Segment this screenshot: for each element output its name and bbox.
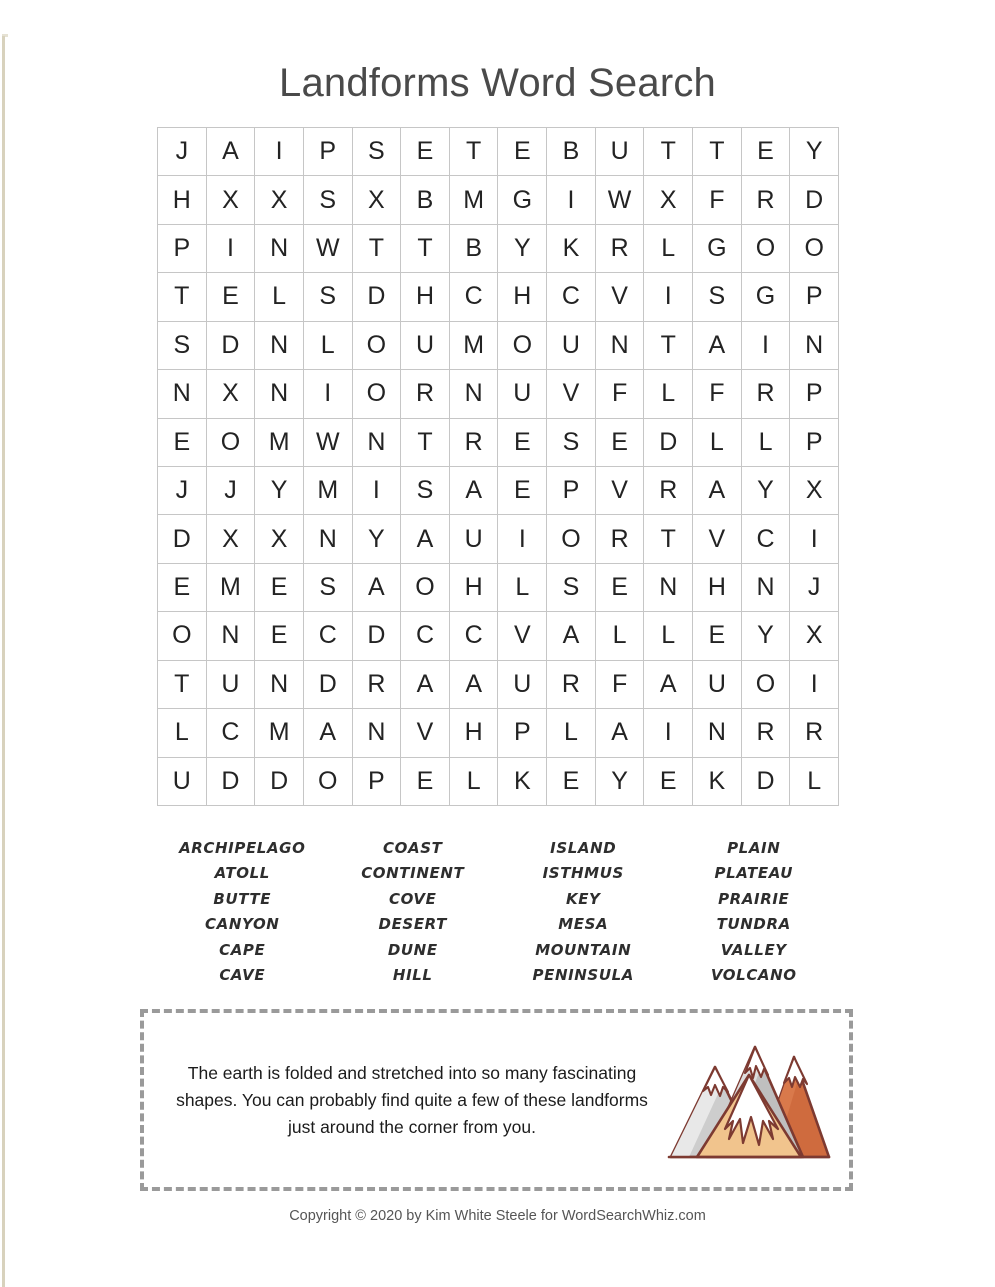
grid-cell[interactable]: T xyxy=(644,515,693,563)
grid-cell[interactable]: R xyxy=(742,709,791,757)
grid-cell[interactable]: X xyxy=(207,515,256,563)
grid-cell[interactable]: N xyxy=(353,709,402,757)
word-list-item[interactable]: ARCHIPELAGO xyxy=(179,839,306,857)
word-list-item[interactable]: CAVE xyxy=(219,966,266,985)
grid-cell[interactable]: C xyxy=(547,273,596,321)
grid-cell[interactable]: G xyxy=(498,176,547,224)
grid-cell[interactable]: I xyxy=(547,176,596,224)
grid-cell[interactable]: T xyxy=(401,225,450,273)
grid-cell[interactable]: X xyxy=(255,515,304,563)
grid-cell[interactable]: I xyxy=(498,515,547,563)
word-list-column xyxy=(157,836,328,988)
grid-cell[interactable]: Y xyxy=(742,612,791,660)
grid-cell[interactable]: H xyxy=(693,564,742,612)
grid-cell[interactable]: X xyxy=(207,176,256,224)
grid-cell[interactable]: C xyxy=(450,273,499,321)
grid-cell[interactable]: N xyxy=(693,709,742,757)
grid-cell[interactable]: W xyxy=(596,176,645,224)
grid-cell[interactable]: O xyxy=(790,225,839,273)
grid-cell[interactable]: P xyxy=(790,370,839,418)
grid-cell[interactable]: R xyxy=(450,419,499,467)
grid-cell[interactable]: N xyxy=(742,564,791,612)
word-list-item[interactable]: CONTINENT xyxy=(361,864,465,883)
grid-cell[interactable]: A xyxy=(304,709,353,757)
grid-cell[interactable]: F xyxy=(596,370,645,418)
grid-cell[interactable]: X xyxy=(790,467,839,515)
grid-cell[interactable]: I xyxy=(255,128,304,176)
grid-cell[interactable]: U xyxy=(158,758,207,806)
grid-cell[interactable]: A xyxy=(547,612,596,660)
grid-cell[interactable]: C xyxy=(742,515,791,563)
grid-cell[interactable]: A xyxy=(353,564,402,612)
grid-cell[interactable]: D xyxy=(255,758,304,806)
grid-cell[interactable]: L xyxy=(742,419,791,467)
grid-cell[interactable]: R xyxy=(401,370,450,418)
word-list-item[interactable]: PLAIN xyxy=(727,839,781,857)
word-list-item[interactable]: COVE xyxy=(389,889,437,908)
grid-cell[interactable]: L xyxy=(255,273,304,321)
grid-cell[interactable]: E xyxy=(596,564,645,612)
grid-cell[interactable]: U xyxy=(450,515,499,563)
grid-cell[interactable]: E xyxy=(498,419,547,467)
grid-cell[interactable]: X xyxy=(353,176,402,224)
grid-cell[interactable]: R xyxy=(742,176,791,224)
grid-cell[interactable]: I xyxy=(644,273,693,321)
grid-cell[interactable]: M xyxy=(255,709,304,757)
grid-cell[interactable]: L xyxy=(790,758,839,806)
grid-cell[interactable]: N xyxy=(644,564,693,612)
grid-cell[interactable]: D xyxy=(207,322,256,370)
grid-cell[interactable]: U xyxy=(207,661,256,709)
grid-cell[interactable]: U xyxy=(547,322,596,370)
grid-cell[interactable]: N xyxy=(255,370,304,418)
grid-cell[interactable]: S xyxy=(401,467,450,515)
word-list-item[interactable]: KEY xyxy=(565,889,601,908)
grid-cell[interactable]: T xyxy=(158,273,207,321)
page-title: Landforms Word Search xyxy=(279,60,716,105)
word-list-item[interactable]: HILL xyxy=(392,966,433,985)
grid-cell[interactable]: Y xyxy=(742,467,791,515)
word-list xyxy=(157,836,839,988)
grid-cell[interactable]: A xyxy=(450,661,499,709)
grid-cell[interactable]: J xyxy=(790,564,839,612)
grid-cell[interactable]: H xyxy=(450,564,499,612)
grid-cell[interactable]: E xyxy=(255,564,304,612)
grid-cell[interactable]: S xyxy=(304,564,353,612)
word-list-item[interactable]: PENINSULA xyxy=(532,966,634,985)
grid-cell[interactable]: R xyxy=(596,225,645,273)
word-list-item[interactable]: ATOLL xyxy=(214,864,270,883)
grid-cell[interactable]: E xyxy=(547,758,596,806)
grid-cell[interactable]: N xyxy=(450,370,499,418)
grid-cell[interactable]: K xyxy=(547,225,596,273)
grid-cell[interactable]: N xyxy=(790,322,839,370)
grid-cell[interactable]: L xyxy=(547,709,596,757)
grid-cell[interactable]: B xyxy=(547,128,596,176)
grid-cell[interactable]: G xyxy=(693,225,742,273)
grid-cell[interactable]: A xyxy=(693,322,742,370)
word-list-item[interactable]: MOUNTAIN xyxy=(535,940,632,959)
grid-cell[interactable]: T xyxy=(644,322,693,370)
grid-cell[interactable]: C xyxy=(207,709,256,757)
grid-cell[interactable]: P xyxy=(790,273,839,321)
grid-cell[interactable]: L xyxy=(450,758,499,806)
grid-cell[interactable]: G xyxy=(742,273,791,321)
grid-cell[interactable]: V xyxy=(498,612,547,660)
grid-cell[interactable]: I xyxy=(790,515,839,563)
grid-cell[interactable]: U xyxy=(498,661,547,709)
word-list-item[interactable]: VALLEY xyxy=(720,940,787,959)
grid-cell[interactable]: I xyxy=(790,661,839,709)
grid-cell[interactable]: L xyxy=(498,564,547,612)
grid-cell[interactable]: Y xyxy=(790,128,839,176)
grid-cell[interactable]: T xyxy=(644,128,693,176)
grid-cell[interactable]: E xyxy=(596,419,645,467)
grid-cell[interactable]: Y xyxy=(596,758,645,806)
grid-cell[interactable]: I xyxy=(207,225,256,273)
grid-cell[interactable]: I xyxy=(742,322,791,370)
grid-cell[interactable]: C xyxy=(450,612,499,660)
grid-cell[interactable]: E xyxy=(158,419,207,467)
grid-cell[interactable]: K xyxy=(693,758,742,806)
grid-cell[interactable]: S xyxy=(304,176,353,224)
grid-cell[interactable]: P xyxy=(547,467,596,515)
grid-cell[interactable]: H xyxy=(158,176,207,224)
grid-cell[interactable]: F xyxy=(596,661,645,709)
word-list-item[interactable]: CANYON xyxy=(205,915,280,934)
word-list-item[interactable]: DESERT xyxy=(378,915,447,934)
grid-cell[interactable]: O xyxy=(742,225,791,273)
grid-cell[interactable]: T xyxy=(353,225,402,273)
grid-cell[interactable]: P xyxy=(304,128,353,176)
word-list-item[interactable]: ISTHMUS xyxy=(542,864,624,883)
grid-cell[interactable]: A xyxy=(644,661,693,709)
grid-cell[interactable]: L xyxy=(304,322,353,370)
grid-cell[interactable]: S xyxy=(158,322,207,370)
grid-cell[interactable]: W xyxy=(304,419,353,467)
grid-cell[interactable]: B xyxy=(450,225,499,273)
grid-cell[interactable]: U xyxy=(596,128,645,176)
grid-cell[interactable]: N xyxy=(255,322,304,370)
word-list-item[interactable]: VOLCANO xyxy=(710,966,797,985)
grid-cell[interactable]: D xyxy=(158,515,207,563)
page-edge-left-line xyxy=(2,36,5,1287)
grid-cell[interactable]: E xyxy=(158,564,207,612)
grid-cell[interactable]: O xyxy=(207,419,256,467)
grid-cell[interactable]: T xyxy=(158,661,207,709)
mountains-icon xyxy=(663,1035,835,1167)
grid-cell[interactable]: C xyxy=(401,612,450,660)
grid-cell[interactable]: I xyxy=(644,709,693,757)
fact-box xyxy=(140,1009,853,1191)
grid-cell[interactable]: R xyxy=(742,370,791,418)
word-list-item[interactable]: TUNDRA xyxy=(716,915,791,934)
grid-cell[interactable]: R xyxy=(790,709,839,757)
grid-cell[interactable]: T xyxy=(693,128,742,176)
grid-cell[interactable]: X xyxy=(255,176,304,224)
word-list-item[interactable]: COAST xyxy=(383,839,443,857)
grid-cell[interactable]: F xyxy=(693,370,742,418)
grid-cell[interactable]: N xyxy=(158,370,207,418)
grid-cell[interactable]: V xyxy=(596,467,645,515)
grid-cell[interactable]: O xyxy=(547,515,596,563)
grid-cell[interactable]: K xyxy=(498,758,547,806)
grid-cell[interactable]: M xyxy=(255,419,304,467)
grid-cell[interactable]: O xyxy=(353,322,402,370)
word-list-item[interactable]: DUNE xyxy=(387,940,438,959)
grid-cell[interactable]: L xyxy=(644,225,693,273)
grid-cell[interactable]: N xyxy=(255,661,304,709)
grid-cell[interactable]: D xyxy=(742,758,791,806)
grid-cell[interactable]: L xyxy=(644,612,693,660)
grid-cell[interactable]: M xyxy=(207,564,256,612)
grid-cell[interactable]: D xyxy=(207,758,256,806)
grid-cell[interactable]: D xyxy=(790,176,839,224)
word-list-item[interactable]: ISLAND xyxy=(550,839,617,857)
grid-cell[interactable]: A xyxy=(596,709,645,757)
grid-cell[interactable]: N xyxy=(596,322,645,370)
grid-cell[interactable]: E xyxy=(401,128,450,176)
grid-cell[interactable]: S xyxy=(353,128,402,176)
grid-cell[interactable]: V xyxy=(401,709,450,757)
word-list-item[interactable]: PLATEAU xyxy=(714,864,794,883)
grid-cell[interactable]: O xyxy=(304,758,353,806)
grid-cell[interactable]: E xyxy=(742,128,791,176)
grid-cell[interactable]: U xyxy=(401,322,450,370)
grid-cell[interactable]: C xyxy=(304,612,353,660)
word-list-column xyxy=(669,836,840,988)
grid-cell[interactable]: O xyxy=(742,661,791,709)
grid-cell[interactable]: F xyxy=(693,176,742,224)
grid-cell[interactable]: E xyxy=(644,758,693,806)
word-search-grid[interactable] xyxy=(157,127,839,806)
grid-cell[interactable]: E xyxy=(207,273,256,321)
grid-cell[interactable]: R xyxy=(547,661,596,709)
grid-cell[interactable]: Y xyxy=(498,225,547,273)
grid-cell[interactable]: M xyxy=(450,176,499,224)
grid-cell[interactable]: R xyxy=(353,661,402,709)
grid-cell[interactable]: P xyxy=(353,758,402,806)
grid-cell[interactable]: V xyxy=(547,370,596,418)
grid-cell[interactable]: S xyxy=(547,564,596,612)
grid-cell[interactable]: V xyxy=(693,515,742,563)
grid-cell[interactable]: N xyxy=(304,515,353,563)
grid-cell[interactable]: H xyxy=(498,273,547,321)
grid-cell[interactable]: M xyxy=(450,322,499,370)
grid-cell[interactable]: M xyxy=(304,467,353,515)
grid-cell[interactable]: L xyxy=(693,419,742,467)
word-list-column xyxy=(498,836,669,988)
grid-cell[interactable]: J xyxy=(207,467,256,515)
word-list-item[interactable]: MESA xyxy=(558,915,609,934)
grid-cell[interactable]: L xyxy=(158,709,207,757)
grid-cell[interactable]: U xyxy=(693,661,742,709)
grid-cell[interactable]: Y xyxy=(353,515,402,563)
grid-cell[interactable]: D xyxy=(644,419,693,467)
grid-cell[interactable]: J xyxy=(158,467,207,515)
grid-cell[interactable]: N xyxy=(255,225,304,273)
grid-cell[interactable]: P xyxy=(158,225,207,273)
grid-cell[interactable]: O xyxy=(498,322,547,370)
grid-cell[interactable]: A xyxy=(401,661,450,709)
grid-cell[interactable]: E xyxy=(255,612,304,660)
word-list-column xyxy=(328,836,499,988)
grid-cell[interactable]: E xyxy=(498,128,547,176)
grid-cell[interactable]: L xyxy=(596,612,645,660)
grid-cell[interactable]: J xyxy=(158,128,207,176)
grid-cell[interactable]: P xyxy=(790,419,839,467)
grid-cell[interactable]: D xyxy=(353,612,402,660)
grid-cell[interactable]: I xyxy=(353,467,402,515)
grid-cell[interactable]: E xyxy=(401,758,450,806)
grid-cell[interactable]: X xyxy=(207,370,256,418)
grid-cell[interactable]: T xyxy=(401,419,450,467)
grid-cell[interactable]: O xyxy=(158,612,207,660)
grid-cell[interactable]: S xyxy=(304,273,353,321)
grid-cell[interactable]: D xyxy=(353,273,402,321)
grid-cell[interactable]: L xyxy=(644,370,693,418)
word-list-item[interactable]: CAPE xyxy=(219,940,266,959)
grid-cell[interactable]: A xyxy=(693,467,742,515)
grid-cell[interactable]: N xyxy=(207,612,256,660)
grid-cell[interactable]: R xyxy=(644,467,693,515)
grid-cell[interactable]: B xyxy=(401,176,450,224)
grid-cell[interactable]: W xyxy=(304,225,353,273)
grid-cell[interactable]: U xyxy=(498,370,547,418)
grid-cell[interactable]: X xyxy=(644,176,693,224)
word-list-item[interactable]: PRAIRIE xyxy=(718,889,790,908)
grid-cell[interactable]: X xyxy=(790,612,839,660)
grid-cell[interactable]: T xyxy=(450,128,499,176)
grid-cell[interactable]: V xyxy=(596,273,645,321)
grid-cell[interactable]: A xyxy=(207,128,256,176)
grid-cell[interactable]: R xyxy=(596,515,645,563)
grid-cell[interactable]: E xyxy=(498,467,547,515)
grid-cell[interactable]: D xyxy=(304,661,353,709)
word-list-item[interactable]: BUTTE xyxy=(213,889,272,908)
grid-cell[interactable]: A xyxy=(450,467,499,515)
grid-cell[interactable]: I xyxy=(304,370,353,418)
fact-text: The earth is folded and stretched into so many fascinating shapes. You can probably find quite a few of these landforms just around the corner from you. xyxy=(176,1062,648,1137)
grid-cell[interactable]: H xyxy=(450,709,499,757)
grid-cell[interactable]: S xyxy=(547,419,596,467)
grid-cell[interactable]: P xyxy=(498,709,547,757)
grid-cell[interactable]: Y xyxy=(255,467,304,515)
grid-cell[interactable]: E xyxy=(693,612,742,660)
grid-cell[interactable]: O xyxy=(353,370,402,418)
grid-cell[interactable]: A xyxy=(401,515,450,563)
copyright-notice: Copyright © 2020 by Kim White Steele for WordSearchWhiz.com xyxy=(289,1208,706,1224)
grid-cell[interactable]: O xyxy=(401,564,450,612)
grid-cell[interactable]: S xyxy=(693,273,742,321)
grid-cell[interactable]: H xyxy=(401,273,450,321)
grid-cell[interactable]: N xyxy=(353,419,402,467)
